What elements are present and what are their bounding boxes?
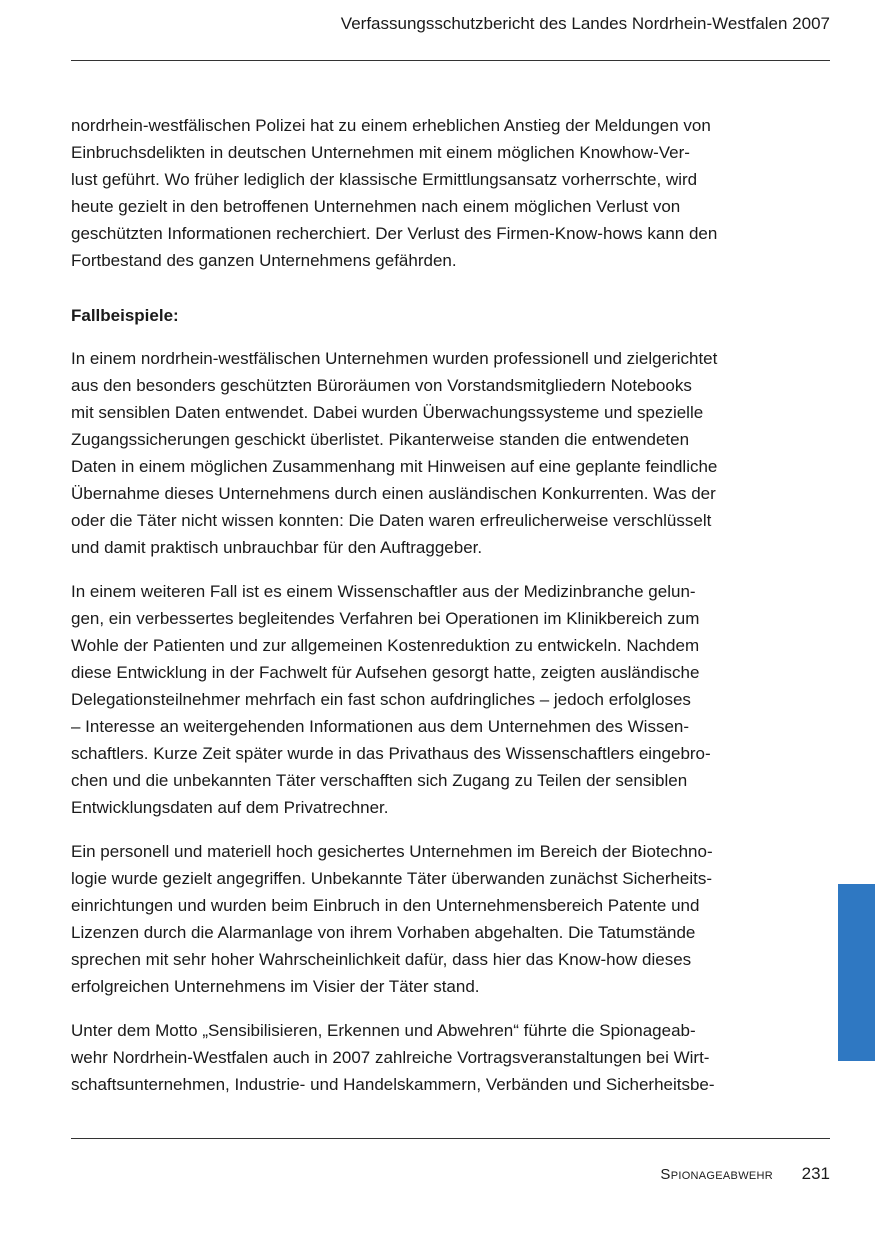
chapter-side-tab <box>838 884 875 1061</box>
closing-paragraph: Unter dem Motto „Sensibilisieren, Erkennen und Abwehren“ führte die Spionageab- wehr Nordrhein-Westfalen auch in 2007 zahlreiche Vortragsveranstaltungen bei Wirt- schaftsunternehmen, Industrie- und Handelskammern, Verbänden und Sicherheitsbe- <box>71 1021 715 1094</box>
case-paragraph-2: In einem weiteren Fall ist es einem Wissenschaftler aus der Medizinbranche gelun- gen, ein verbessertes begleitendes Verfahren bei Operationen im Klinikbereich zum Wohle der Patienten und zur allgemeinen Kostenreduktion zu entwickeln. Nachdem diese Entwicklung in der Fachwelt für Aufsehen gesorgt hatte, zeigten ausländische Delegationsteilnehmer mehrfach ein fast schon aufdringliches – jedoch erfolgloses – Interesse an weitergehenden Informationen aus dem Unternehmen des Wissen- schaftlers. Kurze Zeit später wurde in das Privathaus des Wissenschaftlers eingebro- chen und die unbekannten Täter verschafften sich Zugang zu Teilen der sensiblen Entwicklungsdaten auf dem Privatrechner. <box>71 582 711 817</box>
page-body <box>71 112 791 1115</box>
intro-paragraph: nordrhein-westfälischen Polizei hat zu einem erheblichen Anstieg der Meldungen von Einbruchsdelikten in deutschen Unternehmen mit einem möglichen Knowhow-Ver- lust geführt. Wo früher lediglich der klassische Ermittlungsansatz vorherrschte, wird heute gezielt in den betroffenen Unternehmen nach einem möglichen Verlust von geschützten Informationen recherchiert. Der Verlust des Firmen-Know-hows kann den Fortbestand des ganzen Unternehmens gefährden. <box>71 116 718 270</box>
section-heading: Fallbeispiele: <box>71 306 179 325</box>
page-number: 231 <box>801 1164 830 1183</box>
footer-divider <box>71 1138 830 1139</box>
case-paragraph-3: Ein personell und materiell hoch gesichertes Unternehmen im Bereich der Biotechno- logie wurde gezielt angegriffen. Unbekannte Täter überwanden zunächst Sicherheits- einrichtungen und wurden beim Einbruch in den Unternehmensbereich Patente und Lizenzen durch die Alarmanlage von ihrem Vorhaben abgehalten. Die Tatumstände sprechen mit sehr hoher Wahrscheinlichkeit dafür, dass hier das Know-how dieses erfolgreichen Unternehmens im Visier der Täter stand. <box>71 842 713 996</box>
running-header-title: Verfassungsschutzbericht des Landes Nordrhein-Westfalen 2007 <box>340 14 830 33</box>
header-divider <box>71 60 830 61</box>
case-paragraph-1: In einem nordrhein-westfälischen Unternehmen wurden professionell und zielgerichtet aus den besonders geschützten Büroräumen von Vorstandsmitgliedern Notebooks mit sensiblen Daten entwendet. Dabei wurden Überwachungssysteme und spezielle Zugangssicherungen geschickt überlistet. Pikanterweise standen die entwendeten Daten in einem möglichen Zusammenhang mit Hinweisen auf eine geplante feindliche Übernahme dieses Unternehmens durch einen ausländischen Konkurrenten. Was der oder die Täter nicht wissen konnten: Die Daten waren erfreulicherweise verschlüsselt und damit praktisch unbrauchbar für den Auftraggeber. <box>71 349 718 557</box>
footer-section-name: Spionageabwehr <box>660 1166 773 1183</box>
